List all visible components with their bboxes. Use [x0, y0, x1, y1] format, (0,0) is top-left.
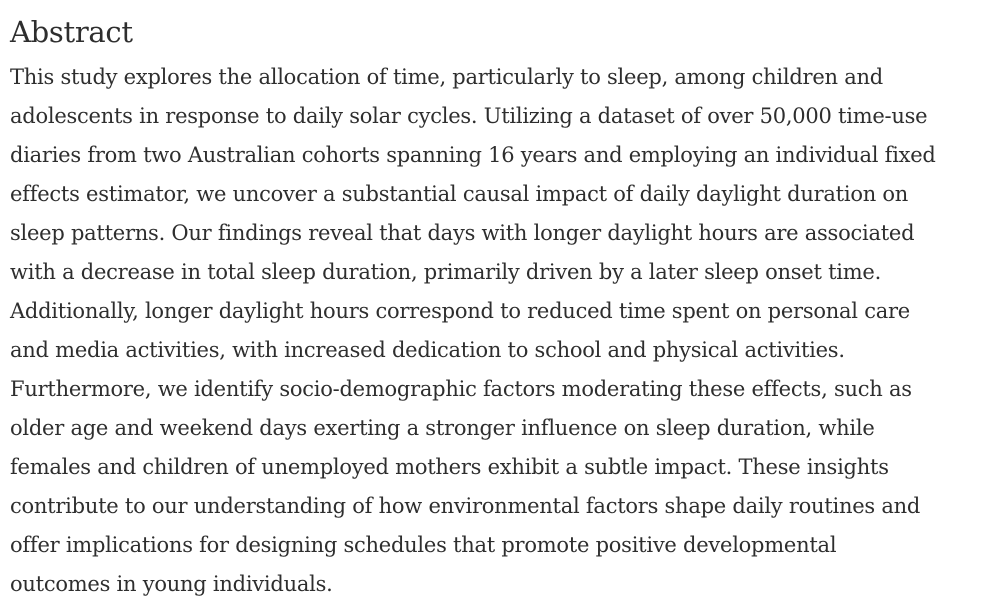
abstract-line: sleep patterns. Our findings reveal that days with longer daylight hours are associated [10, 221, 915, 245]
abstract-line: This study explores the allocation of time, particularly to sleep, among children and [10, 65, 883, 89]
abstract-line: and media activities, with increased dedication to school and physical activities. [10, 338, 845, 362]
abstract-line: offer implications for designing schedules that promote positive developmental [10, 533, 837, 557]
abstract-line: adolescents in response to daily solar cycles. Utilizing a dataset of over 50,000 time-use [10, 104, 928, 128]
abstract-line: with a decrease in total sleep duration, primarily driven by a later sleep onset time. [10, 260, 881, 284]
abstract-line: diaries from two Australian cohorts spanning 16 years and employing an individual fixed [10, 143, 936, 167]
abstract-heading: Abstract [10, 15, 133, 49]
abstract-line: effects estimator, we uncover a substantial causal impact of daily daylight duration on [10, 182, 909, 206]
abstract-line: contribute to our understanding of how environmental factors shape daily routines and [10, 494, 921, 518]
abstract-line: females and children of unemployed mothers exhibit a subtle impact. These insights [10, 455, 889, 479]
abstract-line: outcomes in young individuals. [10, 572, 333, 596]
abstract-line: Additionally, longer daylight hours correspond to reduced time spent on personal care [10, 299, 910, 323]
abstract-line: older age and weekend days exerting a stronger influence on sleep duration, while [10, 416, 875, 440]
abstract-section [10, 10, 988, 604]
abstract-body [10, 58, 988, 604]
abstract-line: Furthermore, we identify socio-demographic factors moderating these effects, such as [10, 377, 912, 401]
